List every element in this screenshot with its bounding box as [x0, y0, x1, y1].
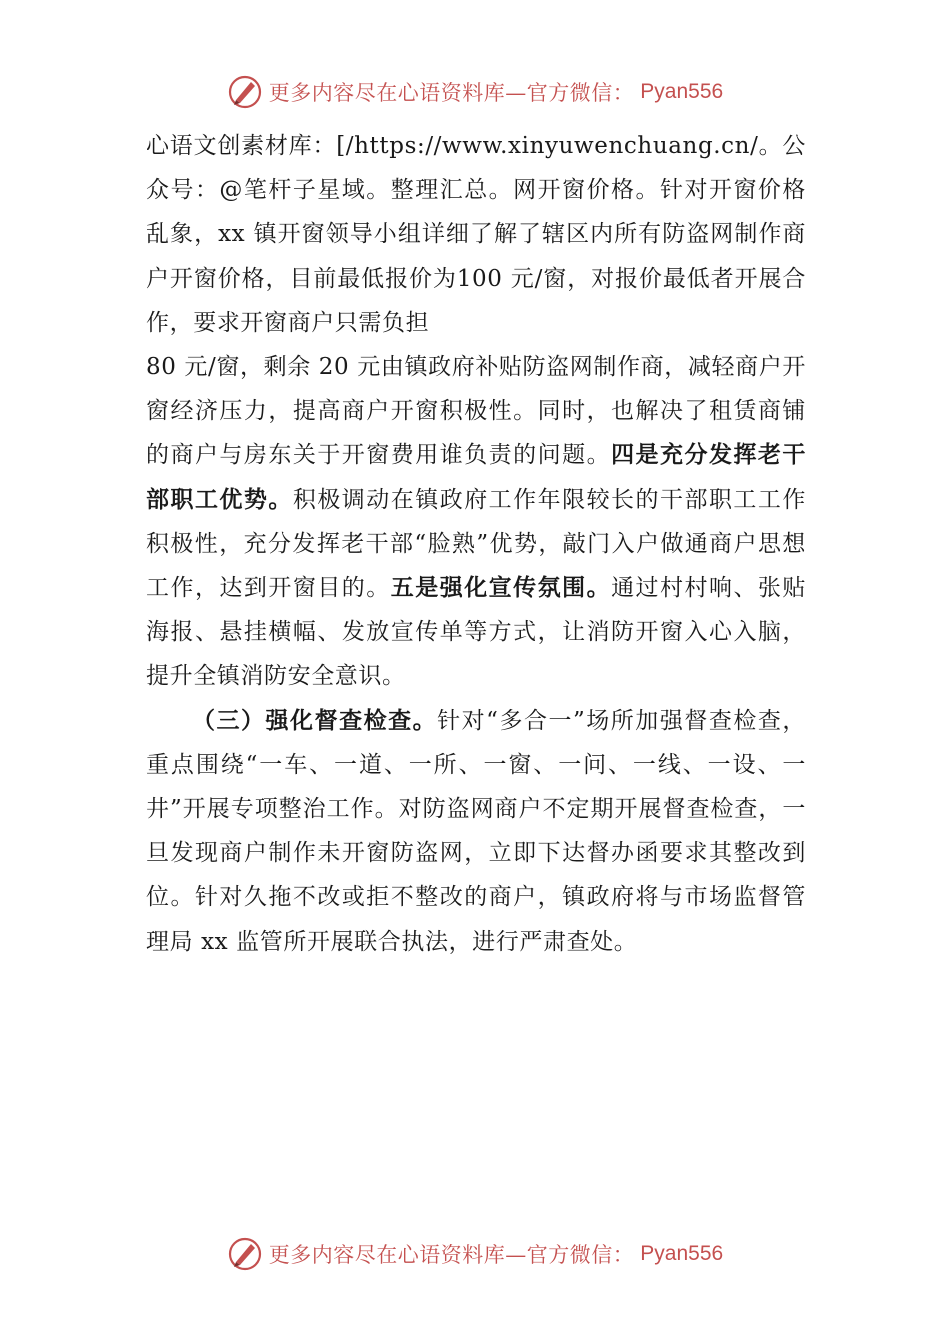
banner-wechat-id: Pyan556 [640, 80, 724, 103]
header-banner [0, 70, 950, 114]
section-three-text: 针对“多合一”场所加强督查检查，重点围绕“一车、一道、一所、一窗、一问、一线、一设、一井”开展专项整治工作。对防盗网商户不定期开展督查检查，一旦发现商户制作未开窗防盗网，立即下达督办函要求其整改到位。针对久拖不改或拒不整改的商户，镇政府将与市场监督管理局 xx 监管所开展联合执法，进行严肃查处。 [146, 707, 806, 955]
banner-wechat-id: Pyan556 [640, 1242, 724, 1265]
section-three-heading: （三）强化督查检查。 [192, 706, 438, 734]
paragraph-1-line-1: 心语文创素材库：[/https://www.xinyuwenchuang.cn/。公众号：@笔杆子星域。整理汇总。网开窗价格。针对开窗价格乱象，xx 镇开窗领导小组详细了解了辖区内所有防盗网制作商户开窗价格，目前最低报价为100 元/窗，对报价最低者开展合作，要求开窗商户只需负担 [146, 133, 806, 336]
point-five-text: 通过村村响、张贴海报、悬挂横幅、发放宣传单等方式，让消防开窗入心入脑，提升全镇消防安全意识。 [146, 575, 806, 690]
point-four-text: 积极调动在镇政府工作年限较长的干部职工工作积极性，充分发挥老干部“脸熟”优势，敲门入户做通商户思想工作，达到开窗目的。 [146, 486, 806, 602]
paragraph-1-line-2: 80 元/窗，剩余 20 元由镇政府补贴防盗网制作商，减轻商户开窗经济压力，提高商户开窗积极性。同时，也解决了租赁商铺的商户与房东关于开窗费用谁负责的问题。 [146, 354, 806, 469]
footer-banner [0, 1232, 950, 1276]
paragraph-1 [146, 124, 806, 699]
pen-logo-icon [227, 1236, 263, 1272]
paragraph-2 [146, 699, 806, 964]
pen-logo-icon [227, 74, 263, 110]
point-five-heading: 五是强化宣传氛围。 [390, 574, 612, 602]
banner-text: 更多内容尽在心语资料库—官方微信： [268, 81, 635, 105]
banner-text: 更多内容尽在心语资料库—官方微信： [268, 1243, 635, 1267]
point-four-heading: 四是充分发挥老干部职工优势。 [146, 441, 806, 513]
document-body [146, 124, 806, 964]
